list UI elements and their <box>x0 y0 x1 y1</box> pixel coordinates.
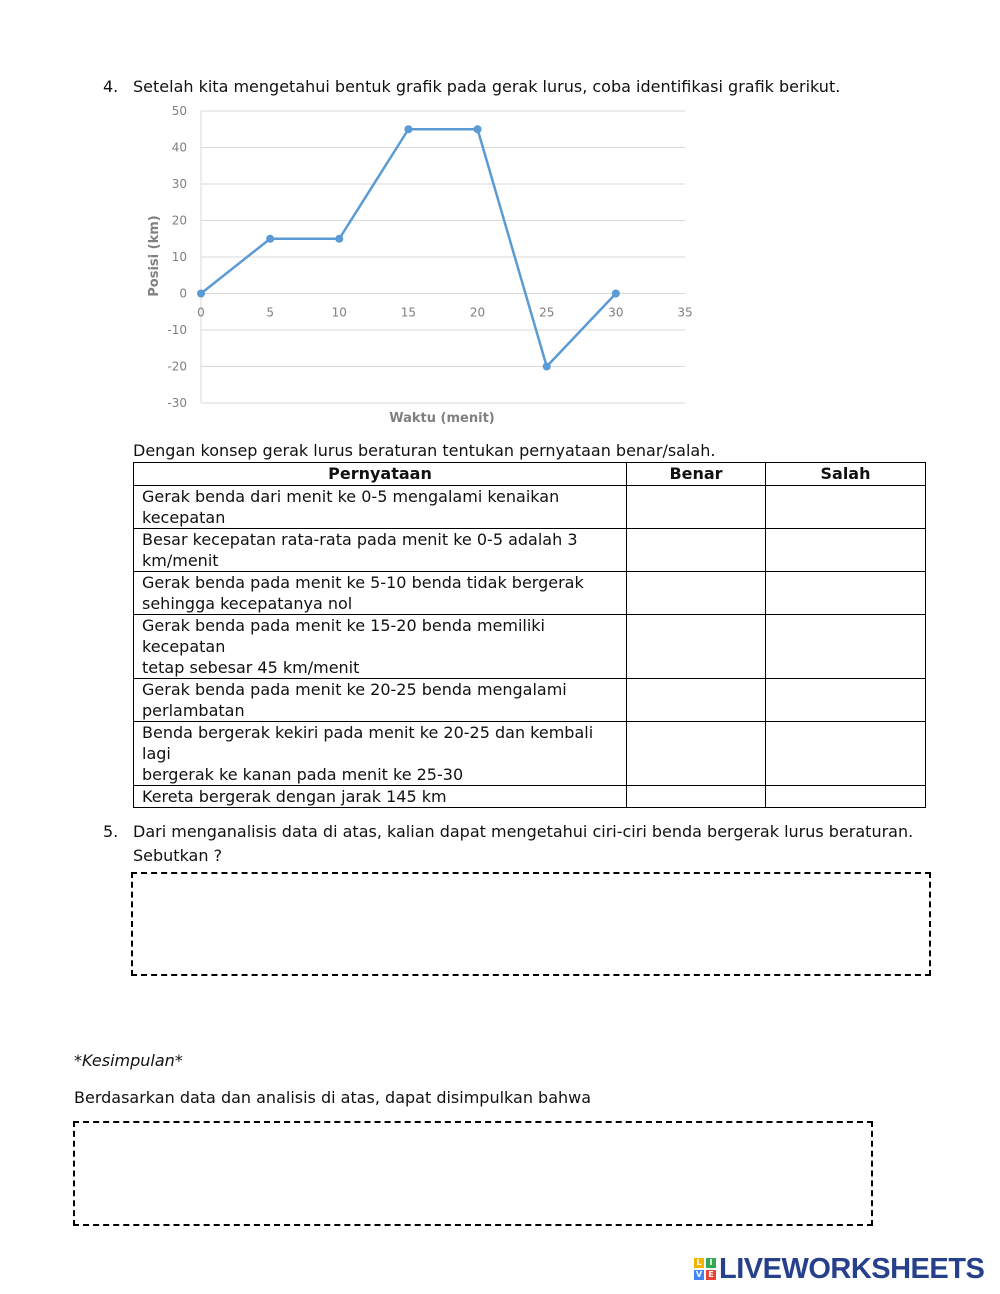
chart-y-ticks <box>167 104 187 410</box>
statement-cell <box>134 486 627 529</box>
table-row <box>134 486 926 529</box>
true-answer-cell[interactable] <box>627 572 766 615</box>
statement-cell <box>134 786 627 808</box>
statement-line: km/menit <box>142 551 219 570</box>
statement-line: Gerak benda pada menit ke 5-10 benda tidak bergerak <box>142 573 584 592</box>
x-tick-label: 35 <box>677 305 693 320</box>
answer-input-q5[interactable] <box>133 874 929 974</box>
x-tick-label: 10 <box>331 305 347 320</box>
statement-line: Gerak benda pada menit ke 15-20 benda memiliki kecepatan <box>142 616 545 656</box>
table-row <box>134 722 926 786</box>
statement-cell <box>134 679 627 722</box>
data-point <box>335 235 343 243</box>
data-point <box>543 363 551 371</box>
true-answer-cell[interactable] <box>627 679 766 722</box>
statement-cell <box>134 615 627 679</box>
logo-block: L <box>694 1258 704 1268</box>
conclusion-text: Berdasarkan data dan analisis di atas, dapat disimpulkan bahwa <box>74 1088 592 1107</box>
data-point <box>266 235 274 243</box>
chart-gridlines <box>201 111 685 403</box>
false-answer-cell[interactable] <box>766 572 926 615</box>
y-tick-label: -20 <box>167 359 187 374</box>
answer-box-q5[interactable] <box>131 872 931 976</box>
logo-blocks-icon <box>694 1258 716 1280</box>
table-instruction: Dengan konsep gerak lurus beraturan tentukan pernyataan benar/salah. <box>133 441 716 460</box>
chart-x-ticks <box>197 306 692 320</box>
y-tick-label: -30 <box>167 396 187 410</box>
statement-line: sehingga kecepatanya nol <box>142 594 353 613</box>
chart-series <box>197 125 620 370</box>
x-tick-label: 20 <box>469 305 486 320</box>
y-tick-label: 30 <box>171 177 187 191</box>
table-row <box>134 679 926 722</box>
y-tick-label: 40 <box>171 140 187 155</box>
x-tick-label: 0 <box>197 305 205 320</box>
x-tick-label: 15 <box>400 305 417 320</box>
false-answer-cell[interactable] <box>766 529 926 572</box>
position-time-chart <box>140 98 710 433</box>
false-answer-cell[interactable] <box>766 722 926 786</box>
false-answer-cell[interactable] <box>766 679 926 722</box>
true-answer-cell[interactable] <box>627 786 766 808</box>
chart-y-axis-title: Posisi (km) <box>147 215 162 297</box>
statement-line: Kereta bergerak dengan jarak 145 km <box>142 787 447 806</box>
statement-line: tetap sebesar 45 km/menit <box>142 658 360 677</box>
series-line-posisi <box>201 129 616 366</box>
data-point <box>197 290 205 298</box>
conclusion-star-open: * <box>74 1051 82 1070</box>
question-4-prompt: Setelah kita mengetahui bentuk grafik pada gerak lurus, coba identifikasi grafik berikut. <box>133 77 841 96</box>
chart-x-axis-title: Waktu (menit) <box>389 411 495 426</box>
logo-block: E <box>706 1270 716 1280</box>
statement-cell <box>134 529 627 572</box>
y-tick-label: -10 <box>167 323 187 337</box>
data-point <box>474 125 482 133</box>
logo-block: V <box>695 1270 703 1279</box>
statement-cell <box>134 572 627 615</box>
conclusion-star-close: * <box>174 1051 183 1070</box>
true-answer-cell[interactable] <box>627 615 766 679</box>
x-tick-label: 5 <box>266 305 274 320</box>
false-answer-cell[interactable] <box>766 615 926 679</box>
conclusion-heading-text: Kesimpulan <box>82 1051 175 1070</box>
true-answer-cell[interactable] <box>627 529 766 572</box>
answer-box-conclusion[interactable] <box>73 1121 873 1226</box>
table-body <box>134 486 926 808</box>
y-tick-label: 0 <box>179 286 187 301</box>
statement-line: kecepatan <box>142 508 226 527</box>
question-5-line-2: Sebutkan ? <box>133 846 223 865</box>
statement-line: Benda bergerak kekiri pada menit ke 20-25 dan kembali lagi <box>142 723 594 763</box>
header-false: Salah <box>766 463 926 486</box>
x-tick-label: 25 <box>539 305 555 320</box>
header-true: Benar <box>627 463 766 486</box>
data-point <box>404 125 412 133</box>
statement-line: Gerak benda dari menit ke 0-5 mengalami kenaikan <box>142 487 560 506</box>
question-5-number: 5. <box>103 822 119 841</box>
data-point <box>612 290 620 298</box>
false-answer-cell[interactable] <box>766 786 926 808</box>
table-row <box>134 572 926 615</box>
conclusion-heading <box>74 1051 183 1071</box>
statement-line: Besar kecepatan rata-rata pada menit ke 0-5 adalah 3 <box>142 530 578 549</box>
true-false-table <box>133 462 926 808</box>
question-5-line-1: Dari menganalisis data di atas, kalian dapat mengetahui ciri-ciri benda bergerak lurus beraturan. <box>133 822 914 841</box>
table-row <box>134 529 926 572</box>
table-header-row <box>134 463 926 486</box>
answer-input-conclusion[interactable] <box>75 1123 871 1224</box>
statement-cell <box>134 722 627 786</box>
x-tick-label: 30 <box>608 305 624 320</box>
statement-line: bergerak ke kanan pada menit ke 25-30 <box>142 765 464 784</box>
true-answer-cell[interactable] <box>627 486 766 529</box>
table-row <box>134 786 926 808</box>
y-tick-label: 50 <box>171 104 187 118</box>
liveworksheets-logo <box>694 1254 984 1284</box>
statement-line: perlambatan <box>142 701 245 720</box>
y-tick-label: 10 <box>171 250 187 264</box>
logo-block: I <box>706 1258 716 1268</box>
statement-line: Gerak benda pada menit ke 20-25 benda mengalami <box>142 680 567 699</box>
table-row <box>134 615 926 679</box>
true-answer-cell[interactable] <box>627 722 766 786</box>
y-tick-label: 20 <box>171 213 187 228</box>
logo-text: LIVEWORKSHEETS <box>719 1252 985 1285</box>
false-answer-cell[interactable] <box>766 486 926 529</box>
header-statement: Pernyataan <box>134 463 627 486</box>
question-4-number: 4. <box>103 77 119 96</box>
